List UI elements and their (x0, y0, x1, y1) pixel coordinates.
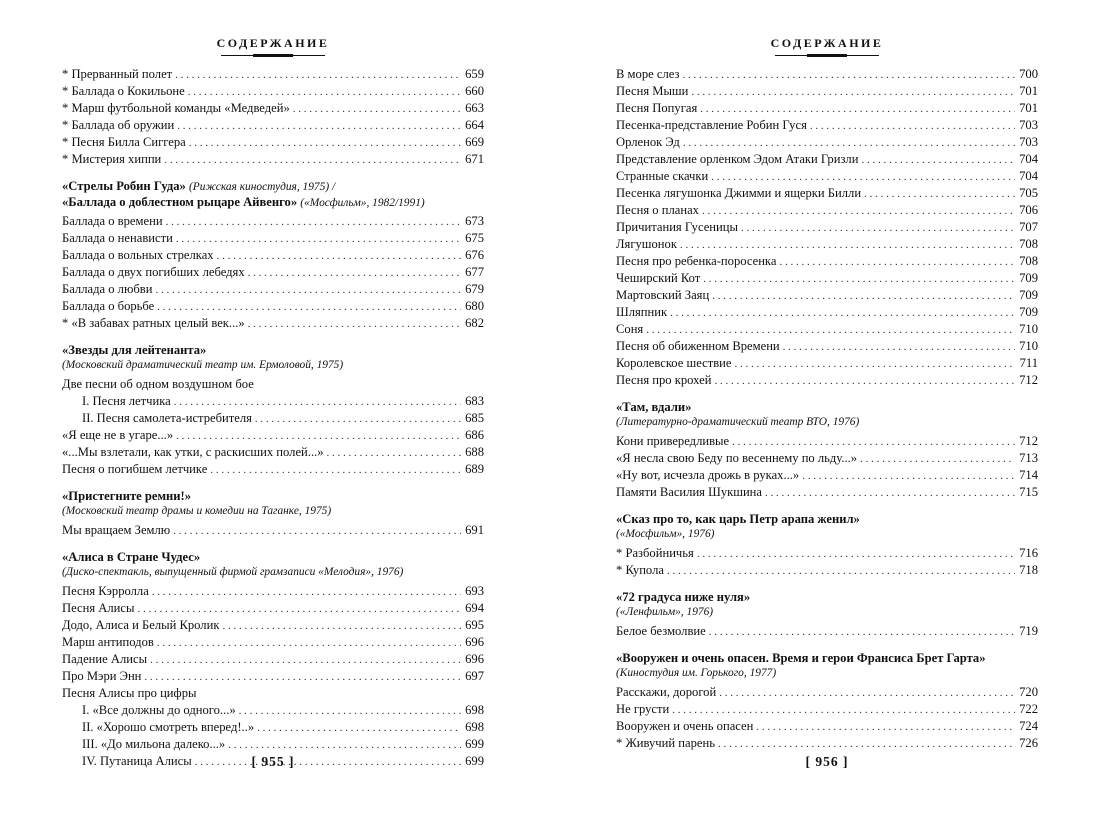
dot-leader (697, 546, 1015, 563)
entry-page-number: 673 (465, 214, 484, 228)
entry-page-number: 720 (1019, 685, 1038, 699)
entry-title: «Я еще не в угаре...» (62, 428, 174, 442)
dot-leader (672, 702, 1015, 719)
section-source-note: («Мосфильм», 1976) (616, 528, 715, 540)
entry-title: Причитания Гусеницы (616, 220, 738, 234)
dot-leader (682, 67, 1015, 84)
toc-entry (616, 450, 1038, 467)
toc-entry (62, 230, 484, 247)
toc-entry (62, 410, 484, 427)
entry-page-number: 699 (465, 737, 484, 751)
entry-title: Чеширский Кот (616, 271, 701, 285)
dot-leader (734, 356, 1015, 373)
entry-page-number: 701 (1019, 101, 1038, 115)
toc-entry (62, 702, 484, 719)
section-title: «Сказ про то, как царь Петр арапа женил» (616, 512, 860, 526)
section-heading (616, 511, 1038, 527)
entry-title: III. «До мильона далеко...» (82, 737, 226, 751)
section-source-note: (Московский театр драмы и комедии на Таганке, 1975) (62, 505, 332, 517)
entry-page-number: 697 (465, 669, 484, 683)
dot-leader (702, 203, 1015, 220)
toc-entry (62, 668, 484, 685)
entry-title: * Песня Билла Сиггера (62, 135, 186, 149)
dot-leader (712, 288, 1015, 305)
entry-title: * Мистерия хиппи (62, 152, 162, 166)
entry-title: II. Песня самолета-истребителя (82, 411, 252, 425)
entry-title: Песня Кэрролла (62, 584, 149, 598)
entry-page-number: 704 (1019, 169, 1038, 183)
section-title: «Вооружен и очень опасен. Время и герои Франсиса Брет Гарта» (616, 651, 986, 665)
toc-entry (62, 522, 484, 539)
toc-entry (616, 304, 1038, 321)
dot-leader (176, 428, 461, 445)
entry-title: * «В забавах ратных целый век...» (62, 316, 245, 330)
dot-leader (248, 316, 461, 333)
entry-page-number: 680 (465, 299, 484, 313)
dot-leader (327, 445, 461, 462)
entry-title: Баллада о ненависти (62, 231, 173, 245)
toc-entry (62, 651, 484, 668)
entry-page-number: 712 (1019, 373, 1038, 387)
entry-title: Про Мэри Энн (62, 669, 142, 683)
dot-leader (175, 67, 461, 84)
entry-page-number: 669 (465, 135, 484, 149)
entry-page-number: 705 (1019, 186, 1038, 200)
entry-page-number: 710 (1019, 322, 1038, 336)
entry-title: * Марш футбольной команды «Медведей» (62, 101, 290, 115)
dot-leader (765, 485, 1015, 502)
toc-entry (62, 634, 484, 651)
toc-entry (62, 213, 484, 230)
spacer (616, 389, 1038, 399)
dot-leader (137, 601, 461, 618)
section-source-note: (Киностудия им. Горького, 1977) (616, 667, 777, 679)
section-heading (62, 488, 484, 504)
entry-page-number: 676 (465, 248, 484, 262)
dot-leader (646, 322, 1015, 339)
entry-title: Расскажи, дорогой (616, 685, 717, 699)
dot-leader (164, 152, 461, 169)
entry-title: IV. Путаница Алисы (82, 754, 192, 768)
dot-leader (217, 248, 461, 265)
entry-title: Мы вращаем Землю (62, 523, 171, 537)
entry-page-number: 698 (465, 703, 484, 717)
entry-title: Додо, Алиса и Белый Кролик (62, 618, 220, 632)
entry-title: Песня Мыши (616, 84, 689, 98)
toc-entry (62, 600, 484, 617)
toc-entry (62, 66, 484, 83)
entry-page-number: 709 (1019, 288, 1038, 302)
toc-group-title: Две песни об одном воздушном бое (62, 377, 254, 391)
dot-leader (703, 271, 1015, 288)
toc-entry (616, 433, 1038, 450)
dot-leader (239, 703, 461, 720)
entry-page-number: 664 (465, 118, 484, 132)
toc-entry (616, 270, 1038, 287)
entry-page-number: 716 (1019, 546, 1038, 560)
dot-leader (719, 685, 1015, 702)
entry-page-number: 708 (1019, 254, 1038, 268)
entry-page-number: 682 (465, 316, 484, 330)
dot-leader (173, 523, 461, 540)
entry-title: Мартовский Заяц (616, 288, 710, 302)
entry-page-number: 696 (465, 635, 484, 649)
dot-leader (228, 737, 461, 754)
entry-title: Песня про крохей (616, 373, 712, 387)
entry-title: * Живучий парень (616, 736, 715, 750)
entry-page-number: 706 (1019, 203, 1038, 217)
dot-leader (667, 563, 1015, 580)
entry-page-number: 689 (465, 462, 484, 476)
entry-page-number: 698 (465, 720, 484, 734)
dot-leader (714, 373, 1015, 390)
section-source-note: (Литературно-драматический театр ВТО, 1976) (616, 416, 860, 428)
dot-leader (174, 394, 461, 411)
entry-page-number: 701 (1019, 84, 1038, 98)
entry-title: Песенка-представление Робин Гуся (616, 118, 807, 132)
entry-title: Королевское шествие (616, 356, 732, 370)
spacer (616, 579, 1038, 589)
dot-leader (861, 152, 1015, 169)
entry-page-number: 700 (1019, 67, 1038, 81)
section-heading (616, 589, 1038, 605)
section-title: «72 градуса ниже нуля» (616, 590, 751, 604)
dot-leader (718, 736, 1015, 753)
toc-entry (616, 545, 1038, 562)
entry-title: Песня Попугая (616, 101, 698, 115)
dot-leader (189, 135, 461, 152)
entry-page-number: 699 (465, 754, 484, 768)
section-title: «Там, вдали» (616, 400, 692, 414)
section-source-note: («Мосфильм», 1982/1991) (300, 197, 425, 209)
toc-entry (62, 461, 484, 478)
toc-entry (616, 253, 1038, 270)
spacer (616, 640, 1038, 650)
section-heading (62, 178, 484, 194)
toc-entry (616, 321, 1038, 338)
spacer (62, 539, 484, 549)
head-rule (775, 55, 879, 56)
section-source-note: («Ленфильм», 1976) (616, 606, 714, 618)
dot-leader (756, 719, 1015, 736)
toc-group-title: Песня Алисы про цифры (62, 686, 197, 700)
toc-entry (62, 393, 484, 410)
spacer (62, 478, 484, 488)
dot-leader (711, 169, 1015, 186)
entry-title: I. Песня летчика (82, 394, 171, 408)
toc-entry (62, 151, 484, 168)
entry-title: Памяти Василия Шукшина (616, 485, 763, 499)
entry-page-number: 709 (1019, 271, 1038, 285)
entry-title: «...Мы взлетали, как утки, с раскисших полей...» (62, 445, 324, 459)
head-rule (221, 55, 325, 56)
dot-leader (248, 265, 461, 282)
entry-title: Песня про ребенка-поросенка (616, 254, 777, 268)
dot-leader (152, 584, 461, 601)
section-title: «Стрелы Робин Гуда» (62, 179, 186, 193)
dot-leader (709, 624, 1015, 641)
entry-page-number: 722 (1019, 702, 1038, 716)
spacer (62, 332, 484, 342)
page-number: [ 955 ] (251, 754, 295, 769)
entry-page-number: 679 (465, 282, 484, 296)
entry-title: Падение Алисы (62, 652, 148, 666)
toc-entry (62, 134, 484, 151)
dot-leader (683, 135, 1015, 152)
entry-page-number: 713 (1019, 451, 1038, 465)
entry-page-number: 707 (1019, 220, 1038, 234)
entry-title: Не грусти (616, 702, 670, 716)
running-head: СОДЕРЖАНИЕ (770, 36, 884, 50)
entry-page-number: 659 (465, 67, 484, 81)
dot-leader (188, 84, 461, 101)
spacer (616, 501, 1038, 511)
toc-entry (616, 202, 1038, 219)
dot-leader (783, 339, 1015, 356)
toc-entry (616, 287, 1038, 304)
entry-title: Соня (616, 322, 644, 336)
entry-title: «Ну вот, исчезла дрожь в руках...» (616, 468, 800, 482)
dot-leader (144, 669, 461, 686)
toc-entry (62, 281, 484, 298)
entry-page-number: 695 (465, 618, 484, 632)
dot-leader (860, 451, 1015, 468)
entry-title: I. «Все должны до одного...» (82, 703, 236, 717)
dot-leader (732, 434, 1015, 451)
entry-page-number: 708 (1019, 237, 1038, 251)
toc-entry (616, 151, 1038, 168)
section-source-note: (Диско-спектакль, выпущенный фирмой грамзаписи «Мелодия», 1976) (62, 566, 404, 578)
dot-leader (670, 305, 1015, 322)
toc-entry (616, 372, 1038, 389)
entry-title: Баллада о любви (62, 282, 153, 296)
toc-entry (616, 718, 1038, 735)
entry-title: * Баллада о Кокильоне (62, 84, 185, 98)
entry-title: Баллада о двух погибших лебедях (62, 265, 245, 279)
entry-title: Баллада о вольных стрелках (62, 248, 214, 262)
dot-leader (166, 214, 461, 231)
section-title: «Пристегните ремни!» (62, 489, 192, 503)
toc-entry (616, 134, 1038, 151)
section-title: «Баллада о доблестном рыцаре Айвенго» (62, 195, 298, 209)
entry-page-number: 693 (465, 584, 484, 598)
section-source-note: (Рижская киностудия, 1975) / (189, 181, 336, 193)
dot-leader (802, 468, 1015, 485)
entry-title: Песенка лягушонка Джимми и ящерки Билли (616, 186, 862, 200)
toc-entry (616, 185, 1038, 202)
toc-entry (62, 264, 484, 281)
toc-entry (62, 247, 484, 264)
section-heading (62, 549, 484, 565)
section-heading (616, 399, 1038, 415)
entry-title: Шляпник (616, 305, 668, 319)
toc-right (616, 66, 1038, 752)
section-heading (62, 342, 484, 358)
toc-entry (62, 427, 484, 444)
entry-title: II. «Хорошо смотреть вперед!..» (82, 720, 255, 734)
entry-page-number: 710 (1019, 339, 1038, 353)
toc-entry (616, 562, 1038, 579)
toc-entry (616, 735, 1038, 752)
toc-entry (616, 66, 1038, 83)
dot-leader (810, 118, 1015, 135)
toc-entry (62, 719, 484, 736)
dot-leader (741, 220, 1015, 237)
right-page (616, 0, 1038, 825)
entry-title: Песня Алисы (62, 601, 135, 615)
entry-page-number: 677 (465, 265, 484, 279)
toc-entry (616, 236, 1038, 253)
dot-leader (779, 254, 1015, 271)
dot-leader (210, 462, 461, 479)
entry-page-number: 683 (465, 394, 484, 408)
section-title: «Алиса в Стране Чудес» (62, 550, 201, 564)
toc-entry (616, 338, 1038, 355)
entry-page-number: 675 (465, 231, 484, 245)
dot-leader (157, 299, 461, 316)
toc-entry (616, 684, 1038, 701)
dot-leader (680, 237, 1015, 254)
entry-page-number: 714 (1019, 468, 1038, 482)
toc-entry (62, 83, 484, 100)
toc-entry (62, 444, 484, 461)
dot-leader (157, 635, 461, 652)
toc-entry (62, 315, 484, 332)
toc-entry (62, 617, 484, 634)
entry-title: Орленок Эд (616, 135, 680, 149)
dot-leader (700, 101, 1015, 118)
dot-leader (155, 282, 461, 299)
entry-title: Песня об обиженном Времени (616, 339, 780, 353)
entry-title: Лягушонок (616, 237, 677, 251)
toc-entry (62, 298, 484, 315)
entry-page-number: 685 (465, 411, 484, 425)
section-heading (62, 194, 484, 210)
dot-leader (691, 84, 1015, 101)
entry-title: Кони привередливые (616, 434, 730, 448)
dot-leader (257, 720, 461, 737)
section-source-note: (Московский драматический театр им. Ермоловой, 1975) (62, 359, 344, 371)
toc-entry (616, 100, 1038, 117)
entry-page-number: 724 (1019, 719, 1038, 733)
entry-page-number: 686 (465, 428, 484, 442)
entry-page-number: 715 (1019, 485, 1038, 499)
entry-page-number: 663 (465, 101, 484, 115)
toc-entry (62, 583, 484, 600)
dot-leader (293, 101, 461, 118)
entry-page-number: 703 (1019, 118, 1038, 132)
dot-leader (176, 231, 461, 248)
dot-leader (864, 186, 1015, 203)
entry-page-number: 726 (1019, 736, 1038, 750)
entry-title: Странные скачки (616, 169, 709, 183)
toc-entry (616, 168, 1038, 185)
entry-title: * Разбойничья (616, 546, 694, 560)
toc-entry (616, 701, 1038, 718)
entry-title: Белое безмолвие (616, 624, 706, 638)
page-number: [ 956 ] (805, 754, 849, 769)
toc-entry (616, 117, 1038, 134)
entry-title: * Прерванный полет (62, 67, 173, 81)
entry-page-number: 691 (465, 523, 484, 537)
section-title: «Звезды для лейтенанта» (62, 343, 207, 357)
entry-title: Баллада о времени (62, 214, 163, 228)
toc-entry (616, 83, 1038, 100)
toc-entry (62, 100, 484, 117)
entry-title: Марш антиподов (62, 635, 154, 649)
entry-title: Песня о погибшем летчике (62, 462, 208, 476)
entry-title: В море слез (616, 67, 680, 81)
entry-page-number: 719 (1019, 624, 1038, 638)
running-head: СОДЕРЖАНИЕ (216, 36, 330, 50)
entry-title: «Я несла свою Беду по весеннему по льду...» (616, 451, 858, 465)
dot-leader (150, 652, 461, 669)
entry-page-number: 688 (465, 445, 484, 459)
toc-entry (62, 117, 484, 134)
entry-page-number: 711 (1019, 356, 1038, 370)
toc-left (62, 66, 484, 770)
dot-leader (255, 411, 461, 428)
section-heading (616, 650, 1038, 666)
entry-title: * Купола (616, 563, 664, 577)
toc-entry (616, 355, 1038, 372)
toc-entry (616, 467, 1038, 484)
entry-title: Баллада о борьбе (62, 299, 155, 313)
toc-entry (616, 484, 1038, 501)
dot-leader (177, 118, 461, 135)
left-page (62, 0, 484, 825)
toc-entry (616, 623, 1038, 640)
entry-page-number: 709 (1019, 305, 1038, 319)
toc-entry (616, 219, 1038, 236)
entry-title: Вооружен и очень опасен (616, 719, 754, 733)
entry-page-number: 712 (1019, 434, 1038, 448)
entry-title: * Баллада об оружии (62, 118, 175, 132)
entry-page-number: 718 (1019, 563, 1038, 577)
entry-title: Представление орленком Эдом Атаки Гризли (616, 152, 859, 166)
entry-page-number: 660 (465, 84, 484, 98)
entry-page-number: 703 (1019, 135, 1038, 149)
entry-page-number: 704 (1019, 152, 1038, 166)
dot-leader (222, 618, 461, 635)
entry-title: Песня о планах (616, 203, 699, 217)
spacer (62, 168, 484, 178)
entry-page-number: 696 (465, 652, 484, 666)
toc-entry (62, 736, 484, 753)
entry-page-number: 694 (465, 601, 484, 615)
entry-page-number: 671 (465, 152, 484, 166)
